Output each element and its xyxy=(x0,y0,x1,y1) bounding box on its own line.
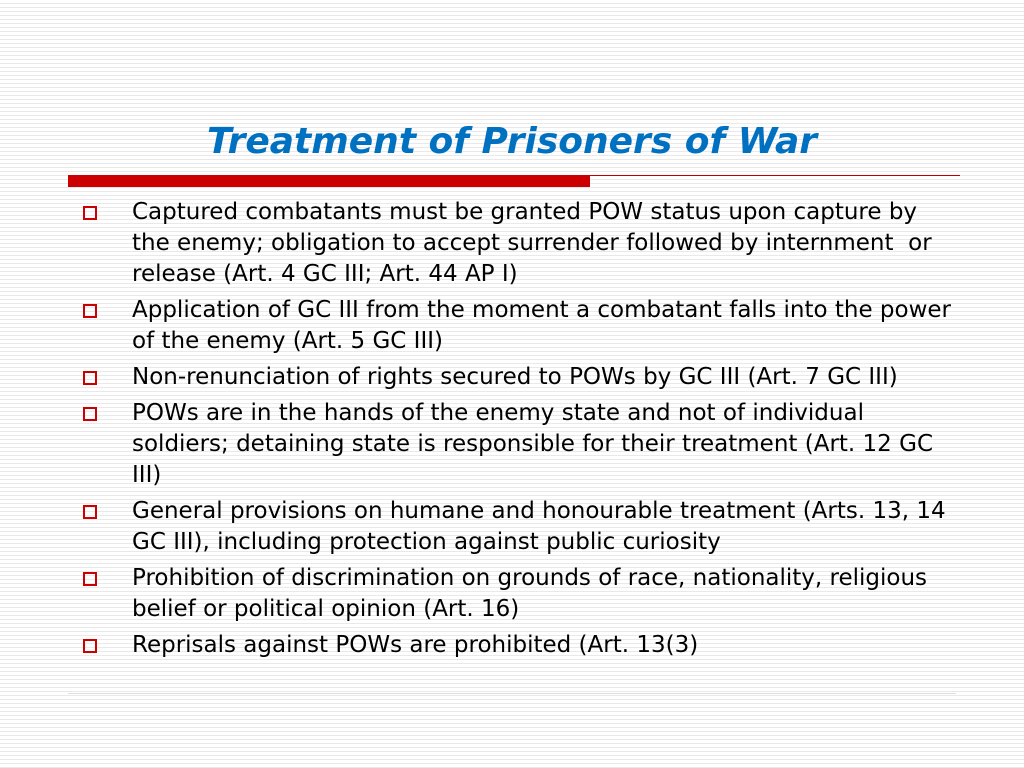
bullet-text: POWs are in the hands of the enemy state and not of individual soldiers; detaining state is responsible for their treatment (Art. 12 GC III) xyxy=(132,400,941,488)
bullet-text: Reprisals against POWs are prohibited (Art. 13(3) xyxy=(132,632,699,658)
hollow-square-bullet-icon xyxy=(83,371,97,385)
hollow-square-bullet-icon xyxy=(83,639,97,653)
bullet-text: Non-renunciation of rights secured to POWs by GC III (Art. 7 GC III) xyxy=(132,364,898,390)
bullet-item xyxy=(80,496,960,558)
bullet-text: General provisions on humane and honourable treatment (Arts. 13, 14 GC III), including protection against public curiosity xyxy=(132,498,953,555)
hollow-square-bullet-icon xyxy=(83,304,97,318)
slide-title: Treatment of Prisoners of War xyxy=(206,121,818,162)
bullet-item xyxy=(80,295,960,357)
bottom-divider xyxy=(68,693,956,694)
hollow-square-bullet-icon xyxy=(83,572,97,586)
bullet-list xyxy=(80,197,960,666)
bullet-item xyxy=(80,563,960,625)
title-underline-bar xyxy=(68,175,590,187)
bullet-item xyxy=(80,630,960,661)
hollow-square-bullet-icon xyxy=(83,407,97,421)
hollow-square-bullet-icon xyxy=(83,505,97,519)
bullet-item xyxy=(80,362,960,393)
bullet-text: Application of GC III from the moment a combatant falls into the power of the enemy (Art. 5 GC III) xyxy=(132,297,959,354)
bullet-text: Captured combatants must be granted POW status upon capture by the enemy; obligation to accept surrender followed by internment or release (Art. 4 GC III; Art. 44 AP I) xyxy=(132,199,939,287)
bullet-text: Prohibition of discrimination on grounds of race, nationality, religious belief or political opinion (Art. 16) xyxy=(132,565,935,622)
hollow-square-bullet-icon xyxy=(83,206,97,220)
bullet-item xyxy=(80,197,960,290)
bullet-item xyxy=(80,398,960,491)
